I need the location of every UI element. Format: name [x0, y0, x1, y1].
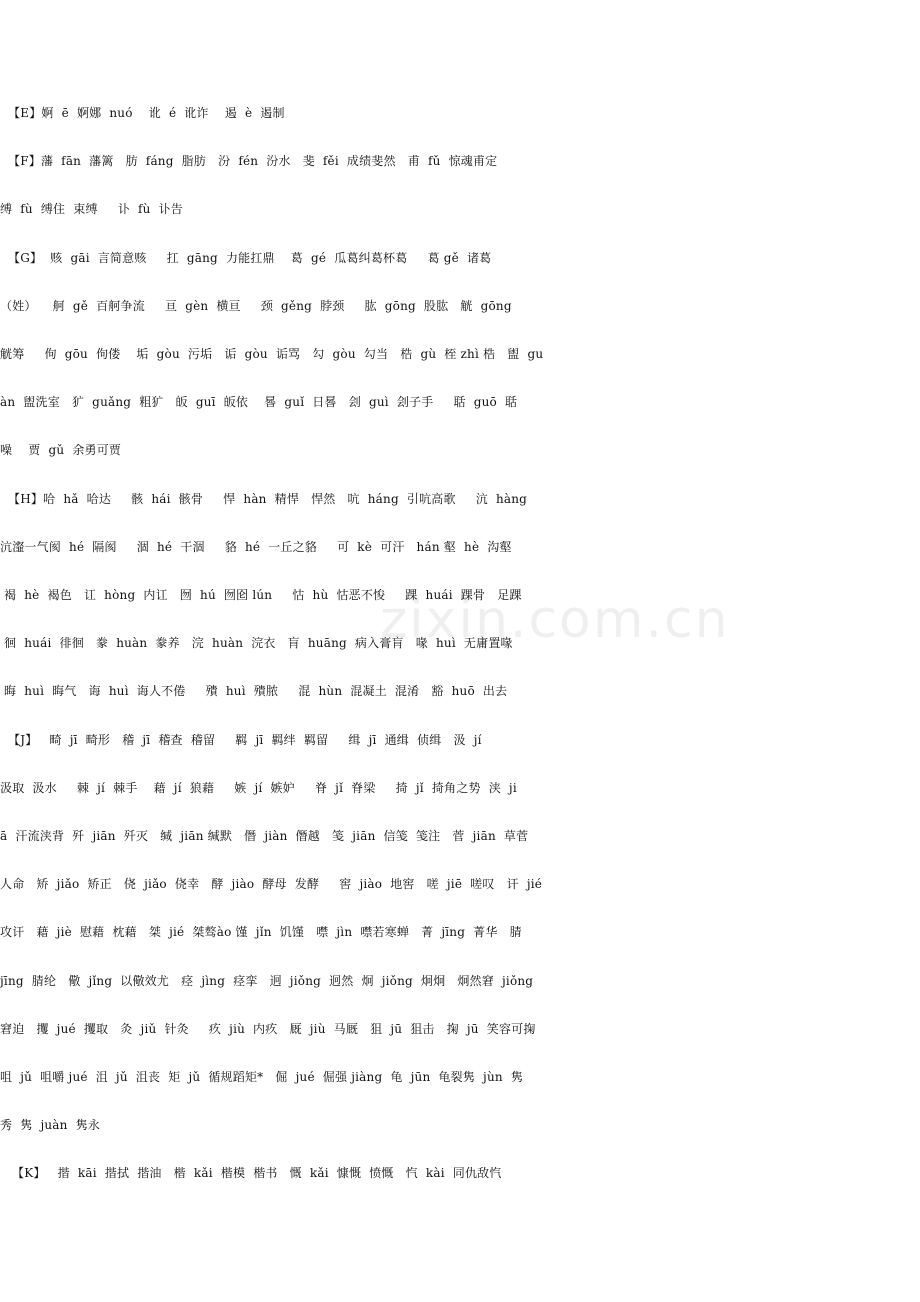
text-line: 咀 jǔ 咀嚼 jué 沮 jǔ 沮丧 矩 jǔ 循规蹈矩* 倔 jué 倔强 jiàng 龟 jūn 龟裂隽 jùn 隽 [0, 1070, 524, 1084]
text-line: 【E】婀 ē 婀娜 nuó 讹 é 讹诈 遏 è 遏制 [0, 106, 285, 120]
text-line: 缚 fù 缚住 束缚 讣 fù 讣告 [0, 202, 183, 216]
text-line: 徊 huái 徘徊 豢 huàn 豢养 浣 huàn 浣衣 肓 huāng 病入膏肓 喙 huì 无庸置喙 [0, 636, 513, 650]
watermark: zixin.com.cn [380, 590, 730, 650]
text-line: 【J】 畸 jī 畸形 稽 jī 稽查 稽留 羁 jī 羁绊 羁留 缉 jī 通缉 侦缉 汲 jí [0, 733, 482, 747]
text-line: 秀 隽 juàn 隽永 [0, 1118, 101, 1132]
text-line: 【F】藩 fān 藩篱 肪 fáng 脂肪 汾 fén 汾水 斐 fěi 成绩斐然 甫 fǔ 惊魂甫定 [0, 154, 498, 168]
text-line: 觥筹 佝 gōu 佝偻 垢 gòu 污垢 诟 gòu 诟骂 勾 gòu 勾当 梏 gù 桎 zhì 梏 盥 gu [0, 347, 544, 361]
text-line: 褐 hè 褐色 讧 hòng 内讧 囫 hú 囫囵 lún 怙 hù 怙恶不悛 踝 huái 踝骨 足踝 [0, 588, 522, 602]
text-line: jīng 腈纶 儆 jǐng 以儆效尤 痉 jìng 痉挛 迥 jiǒng 迥然 炯 jiǒng 炯炯 炯然窘 jiǒng [0, 974, 534, 988]
text-line: 汲取 汲水 棘 jí 棘手 藉 jí 狼藉 嫉 jí 嫉妒 脊 jǐ 脊梁 掎 jǐ 掎角之势 浃 ji [0, 781, 517, 795]
text-line: 噪 贾 gǔ 余勇可贾 [0, 443, 122, 457]
text-line: 【G】 赅 gāi 言简意赅 扛 gāng 力能扛鼎 葛 gé 瓜葛纠葛杯葛 葛 gě 诸葛 [0, 251, 492, 265]
text-line: 【H】哈 hǎ 哈达 骸 hái 骸骨 悍 hàn 精悍 悍然 吭 háng 引吭高歌 沆 hàng [0, 492, 528, 506]
text-line: 攻讦 藉 jiè 慰藉 枕藉 桀 jié 桀骜ào 馑 jǐn 饥馑 噤 jìn 噤若寒蝉 菁 jīng 菁华 腈 [0, 925, 522, 939]
text-line: ā 汗流浃背 歼 jiān 歼灭 缄 jiān 缄默 僭 jiàn 僭越 笺 jiān 信笺 笺注 菅 jiān 草菅 [0, 829, 529, 843]
text-line: （姓） 舸 gě 百舸争流 亘 gèn 横亘 颈 gěng 脖颈 肱 gōng 股肱 觥 gōng [0, 299, 512, 313]
text-line: àn 盥洗室 犷 guǎng 粗犷 皈 guī 皈依 晷 guǐ 日晷 刽 guì 刽子手 聒 guō 聒 [0, 395, 518, 409]
text-line: 晦 huì 晦气 诲 huì 诲人不倦 殨 huì 殨脓 混 hùn 混凝土 混淆 豁 huō 出去 [0, 684, 508, 698]
text-line: 窘迫 攫 jué 攫取 灸 jiǔ 针灸 疚 jiù 内疚 厩 jiù 马厩 狙 jū 狙击 掬 jū 笑容可掬 [0, 1022, 536, 1036]
text-line: 人命 矫 jiǎo 矫正 侥 jiǎo 侥幸 酵 jiào 酵母 发酵 窖 jiào 地窖 嗟 jiē 嗟叹 讦 jié [0, 877, 543, 891]
text-line: 沆瀣一气阂 hé 隔阂 涸 hé 干涸 貉 hé 一丘之貉 可 kè 可汗 hán 壑 hè 沟壑 [0, 540, 512, 554]
text-line: 【K】 揩 kāi 揩拭 揩油 楷 kǎi 楷模 楷书 慨 kǎi 慷慨 愤慨 忾 kài 同仇敌忾 [0, 1166, 502, 1180]
